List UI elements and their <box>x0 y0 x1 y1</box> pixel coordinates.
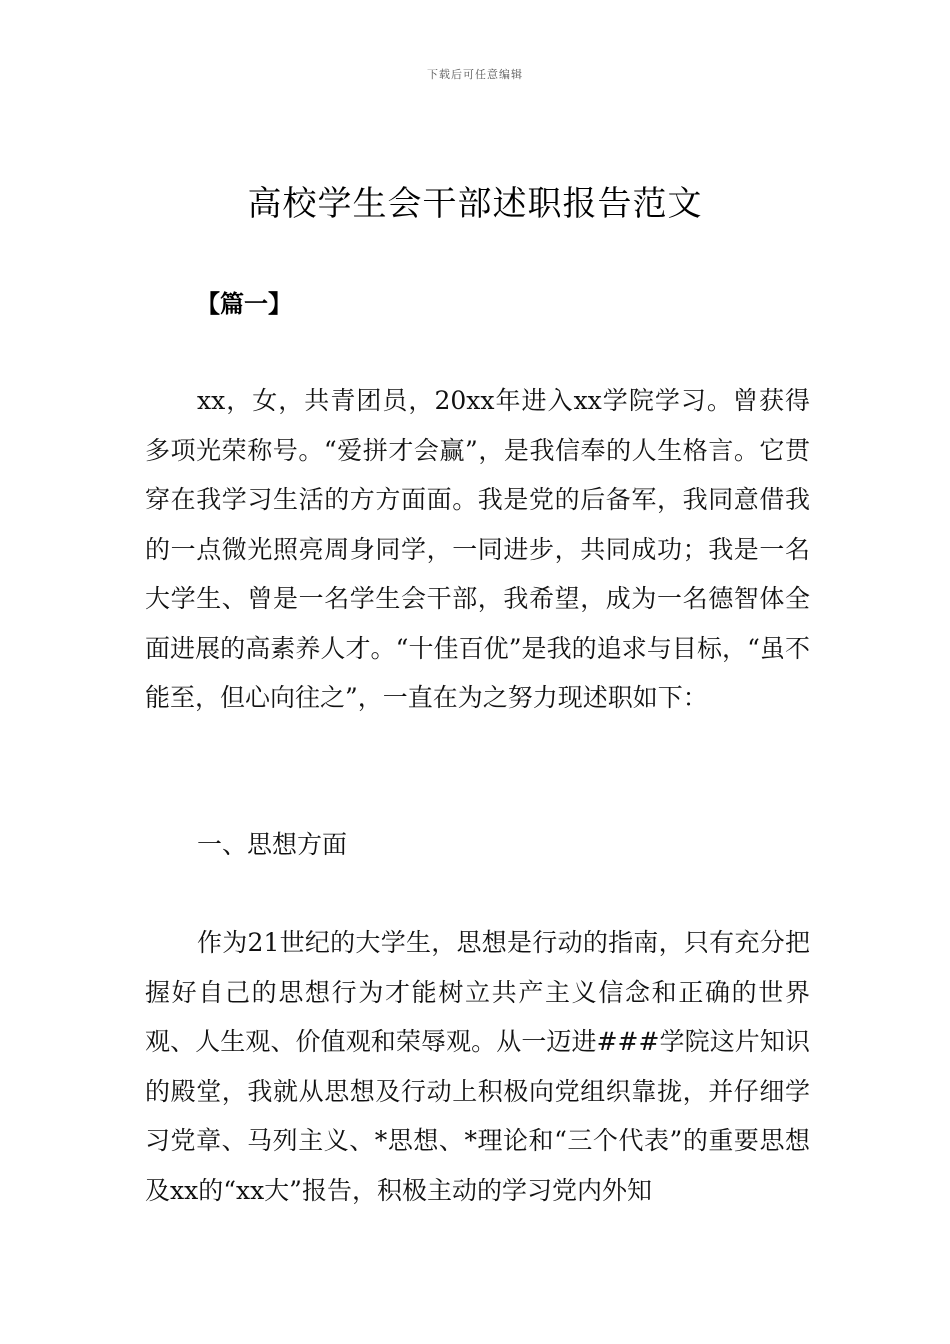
section-subheading: 一、思想方面 <box>197 830 348 859</box>
section-label: 【篇一】 <box>196 290 292 318</box>
document-title: 高校学生会干部述职报告范文 <box>247 184 703 224</box>
body-paragraph: 作为21世纪的大学生，思想是行动的指南，只有充分把握好自己的思想行为才能树立共产主义信念和正确的世界观、人生观、价值观和荣辱观。从一迈进###学院这片知识的殿堂，我就从思想及行动上积极向党组织靠拢，并仔细学习党章、马列主义、*思想、*理论和“三个代表”的重要思想及xx的“xx大”报告，积极主动的学习党内外知 <box>145 928 810 1205</box>
body-paragraph: xx，女，共青团员，20xx年进入xx学院学习。曾获得多项光荣称号。“爱拼才会赢”，是我信奉的人生格言。它贯穿在我学习生活的方方面面。我是党的后备军，我同意借我的一点微光照亮周身同学，一同进步，共同成功；我是一名大学生、曾是一名学生会干部，我希望，成为一名德智体全面进展的高素养人才。“十佳百优”是我的追求与目标，“虽不能至，但心向往之”，一直在为之努力现述职如下： <box>145 386 810 712</box>
header-note: 下载后可任意编辑 <box>427 68 523 81</box>
